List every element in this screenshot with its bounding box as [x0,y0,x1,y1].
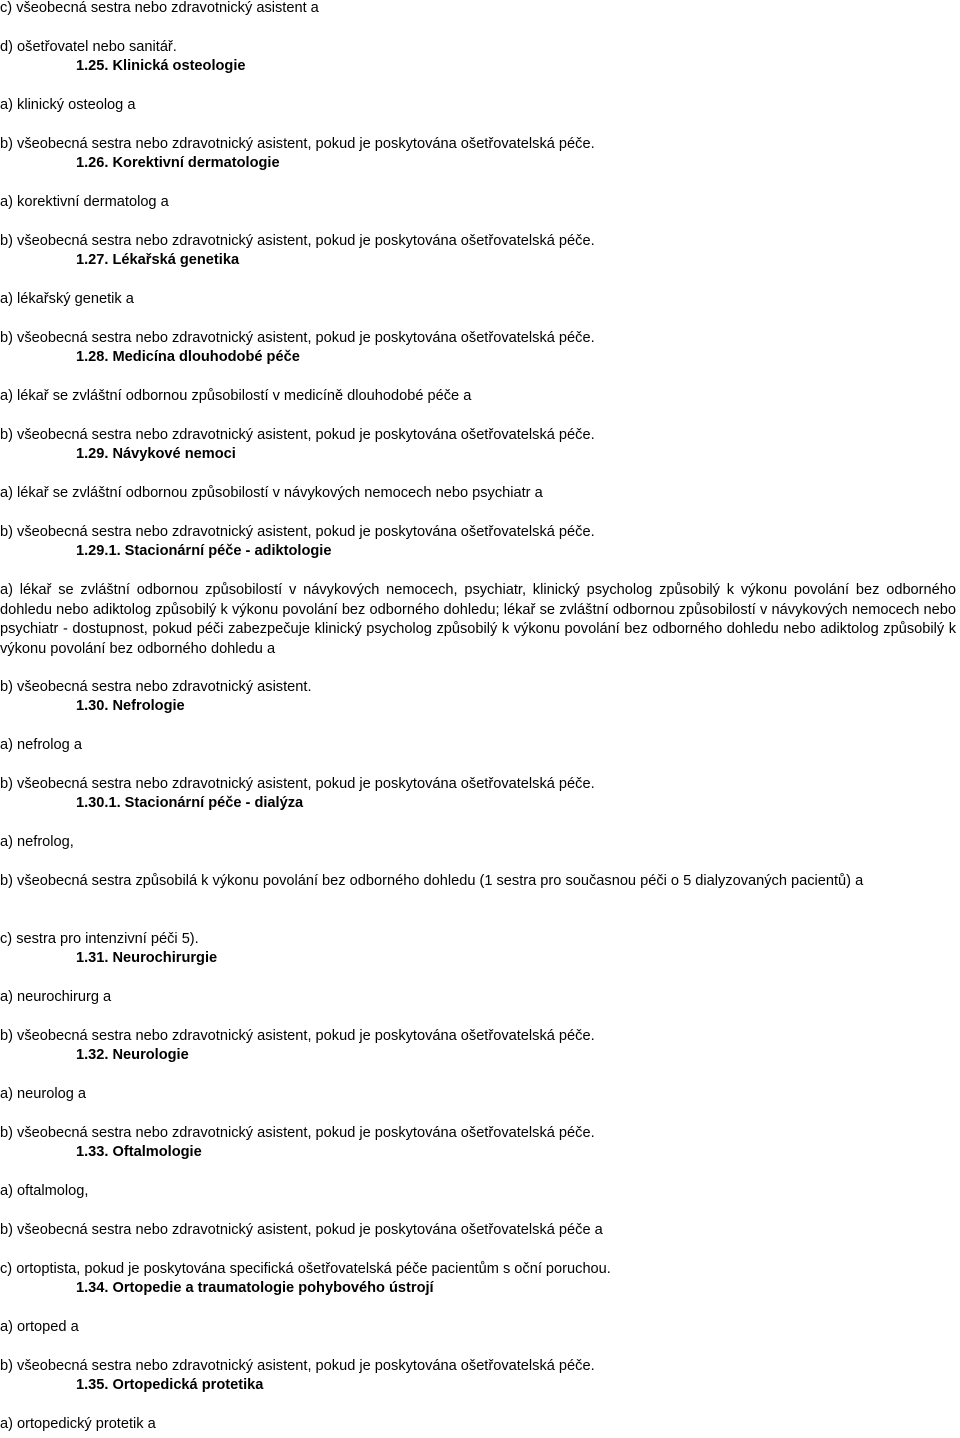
text-line: a) neurochirurg a [0,989,112,1005]
section-heading: 1.30.1. Stacionární péče - dialýza [76,795,304,811]
text-line: b) všeobecná sestra nebo zdravotnický asistent, pokud je poskytována ošetřovatelská péče a [0,1222,603,1238]
text-line: b) všeobecná sestra nebo zdravotnický asistent, pokud je poskytována ošetřovatelská péče. [0,776,595,792]
text-line: a) lékař se zvláštní odbornou způsobilostí v medicíně dlouhodobé péče a [0,388,472,404]
text-line: a) ortoped a [0,1319,79,1335]
section-heading: 1.33. Oftalmologie [76,1144,202,1160]
text-paragraph: b) všeobecná sestra způsobilá k výkonu povolání bez odborného dohledu (1 sestra pro současnou péči o 5 dialyzovaných pacientů) a [0,873,864,889]
text-line: c) sestra pro intenzivní péči 5). [0,931,199,947]
text-line: d) ošetřovatel nebo sanitář. [0,39,177,55]
section-heading: 1.25. Klinická osteologie [76,58,246,74]
section-heading: 1.28. Medicína dlouhodobé péče [76,349,300,365]
section-heading: 1.35. Ortopedická protetika [76,1377,264,1393]
section-heading: 1.27. Lékařská genetika [76,252,240,268]
text-line: a) nefrolog a [0,737,82,753]
text-line: a) klinický osteolog a [0,97,136,113]
text-line: b) všeobecná sestra nebo zdravotnický asistent, pokud je poskytována ošetřovatelská péče. [0,1125,595,1141]
section-heading: 1.29.1. Stacionární péče - adiktologie [76,543,332,559]
text-line: b) všeobecná sestra nebo zdravotnický asistent. [0,679,312,695]
text-line: b) všeobecná sestra nebo zdravotnický asistent, pokud je poskytována ošetřovatelská péče. [0,233,595,249]
text-line: a) oftalmolog, [0,1183,89,1199]
text-line: c) ortoptista, pokud je poskytována specifická ošetřovatelská péče pacientům s oční poruchou. [0,1261,611,1277]
text-line: a) korektivní dermatolog a [0,194,169,210]
text-paragraph: a) lékař se zvláštní odbornou způsobilostí v návykových nemocech, psychiatr, klinický psycholog způsobilý k výkonu povolání bez odborného dohledu nebo adiktolog způsobilý k výkonu povolání bez odborného dohledu; lékař se zvláštní odbornou způsobilostí v návykových nemocech nebo psychiatr - dostupnost, pokud péči zabezpečuje klinický psycholog způsobilý k výkonu povolání bez odborného dohledu nebo adiktolog způsobilý k výkonu povolání bez odborného dohledu a [0,582,956,657]
section-heading: 1.32. Neurologie [76,1047,189,1063]
text-line: a) lékařský genetik a [0,291,134,307]
section-heading: 1.30. Nefrologie [76,698,185,714]
text-line: a) nefrolog, [0,834,74,850]
text-line: b) všeobecná sestra nebo zdravotnický asistent, pokud je poskytována ošetřovatelská péče. [0,524,595,540]
section-heading: 1.26. Korektivní dermatologie [76,155,280,171]
text-line: c) všeobecná sestra nebo zdravotnický asistent a [0,0,319,16]
section-heading: 1.31. Neurochirurgie [76,950,218,966]
text-line: b) všeobecná sestra nebo zdravotnický asistent, pokud je poskytována ošetřovatelská péče. [0,1358,595,1374]
text-line: b) všeobecná sestra nebo zdravotnický asistent, pokud je poskytována ošetřovatelská péče. [0,427,595,443]
text-line: b) všeobecná sestra nebo zdravotnický asistent, pokud je poskytována ošetřovatelská péče. [0,330,595,346]
text-line: a) lékař se zvláštní odbornou způsobilostí v návykových nemocech nebo psychiatr a [0,485,543,501]
text-line: b) všeobecná sestra nebo zdravotnický asistent, pokud je poskytována ošetřovatelská péče. [0,136,595,152]
text-line: b) všeobecná sestra nebo zdravotnický asistent, pokud je poskytována ošetřovatelská péče. [0,1028,595,1044]
text-line: a) neurolog a [0,1086,87,1102]
section-heading: 1.34. Ortopedie a traumatologie pohybového ústrojí [76,1280,434,1296]
text-line: a) ortopedický protetik a [0,1416,156,1432]
section-heading: 1.29. Návykové nemoci [76,446,236,462]
